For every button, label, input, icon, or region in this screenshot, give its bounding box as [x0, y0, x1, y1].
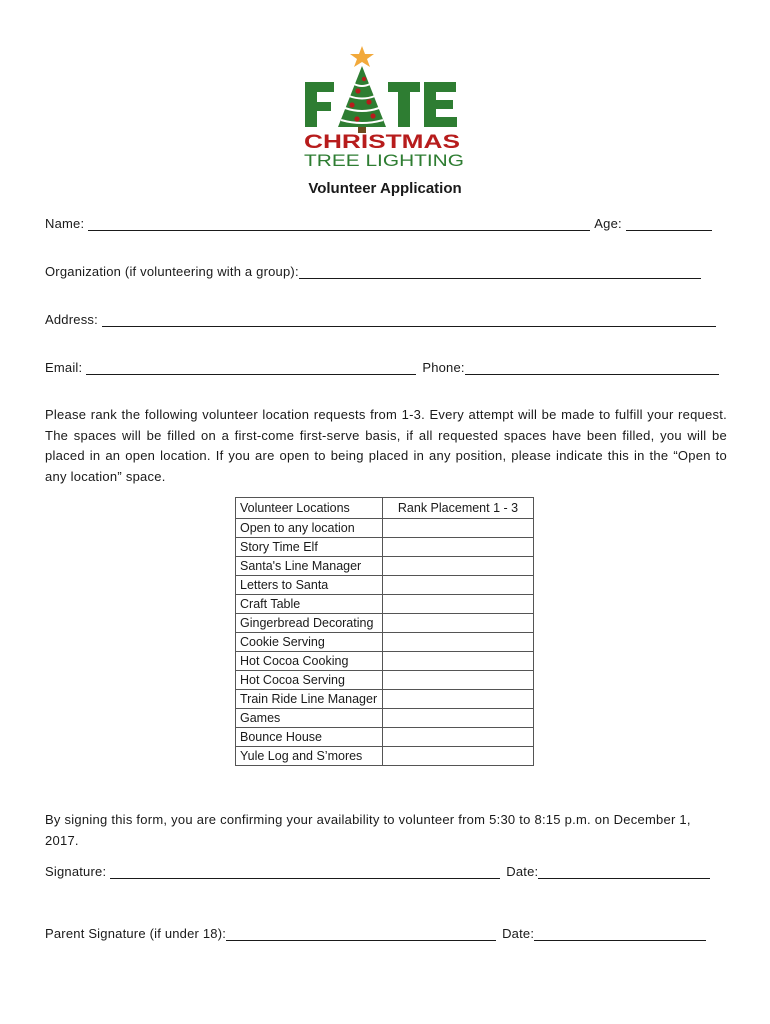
parent-date-label: Date: [502, 926, 535, 941]
location-name: Letters to Santa [236, 576, 383, 595]
rank-cell[interactable] [383, 557, 534, 576]
signature-field[interactable] [110, 866, 500, 879]
rank-cell[interactable] [383, 690, 534, 709]
age-label: Age: [594, 216, 622, 231]
address-row [45, 312, 716, 327]
rank-cell[interactable] [383, 614, 534, 633]
location-name: Train Ride Line Manager [236, 690, 383, 709]
organization-field[interactable] [299, 266, 701, 279]
location-name: Story Time Elf [236, 538, 383, 557]
location-name: Hot Cocoa Serving [236, 671, 383, 690]
parent-signature-field[interactable] [226, 928, 496, 941]
instructions-paragraph: Please rank the following volunteer location requests from 1-3. Every attempt will be made to fulfill your request. The spaces will be filled on a first-come first-serve basis, if all requested spaces have been filled, you will be placed in an open location. If you are open to being placed in any position, please indicate this in the “Open to any location” space. [45, 407, 727, 484]
rank-cell[interactable] [383, 595, 534, 614]
signature-label: Signature: [45, 864, 107, 879]
fate-christmas-logo [300, 44, 470, 172]
rank-cell[interactable] [383, 728, 534, 747]
name-field[interactable] [88, 218, 590, 231]
address-label: Address: [45, 312, 98, 327]
header-volunteer-locations: Volunteer Locations [236, 498, 383, 519]
location-name: Hot Cocoa Cooking [236, 652, 383, 671]
signature-row [45, 864, 710, 879]
phone-label: Phone: [422, 360, 465, 375]
email-label: Email: [45, 360, 83, 375]
age-field[interactable] [626, 218, 712, 231]
location-name: Yule Log and S’mores [236, 747, 383, 766]
rank-cell[interactable] [383, 633, 534, 652]
location-name: Open to any location [236, 519, 383, 538]
page-title: Volunteer Application [308, 180, 462, 197]
rank-cell[interactable] [383, 747, 534, 766]
logo-line3: TREE LIGHTING [304, 151, 464, 170]
name-label: Name: [45, 216, 85, 231]
location-name: Santa's Line Manager [236, 557, 383, 576]
table-row [236, 671, 534, 690]
organization-row [45, 264, 701, 279]
location-name: Craft Table [236, 595, 383, 614]
rank-cell[interactable] [383, 538, 534, 557]
header-rank-placement: Rank Placement 1 - 3 [383, 498, 534, 519]
table-row [236, 652, 534, 671]
table-row [236, 595, 534, 614]
table-row [236, 747, 534, 766]
table-row [236, 690, 534, 709]
christmas-tree-icon [300, 44, 470, 172]
table-row [236, 538, 534, 557]
rank-cell[interactable] [383, 709, 534, 728]
table-row [236, 614, 534, 633]
name-age-row [45, 216, 712, 231]
organization-label: Organization (if volunteering with a group): [45, 264, 299, 279]
rank-cell[interactable] [383, 671, 534, 690]
phone-field[interactable] [465, 362, 719, 375]
location-name: Bounce House [236, 728, 383, 747]
date-field[interactable] [538, 866, 710, 879]
table-row [236, 576, 534, 595]
parent-signature-label: Parent Signature (if under 18): [45, 926, 227, 941]
location-name: Games [236, 709, 383, 728]
location-name: Cookie Serving [236, 633, 383, 652]
parent-date-field[interactable] [534, 928, 706, 941]
table-row [236, 557, 534, 576]
volunteer-locations-table [235, 497, 534, 766]
table-row [236, 519, 534, 538]
parent-signature-row [45, 926, 706, 941]
email-field[interactable] [86, 362, 416, 375]
table-row [236, 633, 534, 652]
table-header-row [236, 498, 534, 519]
rank-cell[interactable] [383, 652, 534, 671]
table-row [236, 709, 534, 728]
email-phone-row [45, 360, 719, 375]
date-label: Date: [506, 864, 539, 879]
rank-cell[interactable] [383, 576, 534, 595]
location-name: Gingerbread Decorating [236, 614, 383, 633]
address-field[interactable] [102, 314, 716, 327]
rank-cell[interactable] [383, 519, 534, 538]
confirmation-paragraph: By signing this form, you are confirming your availability to volunteer from 5:30 to 8:15 p.m. on December 1, 2017. [45, 812, 691, 848]
table-row [236, 728, 534, 747]
logo-line2: CHRISTMAS [304, 132, 460, 153]
